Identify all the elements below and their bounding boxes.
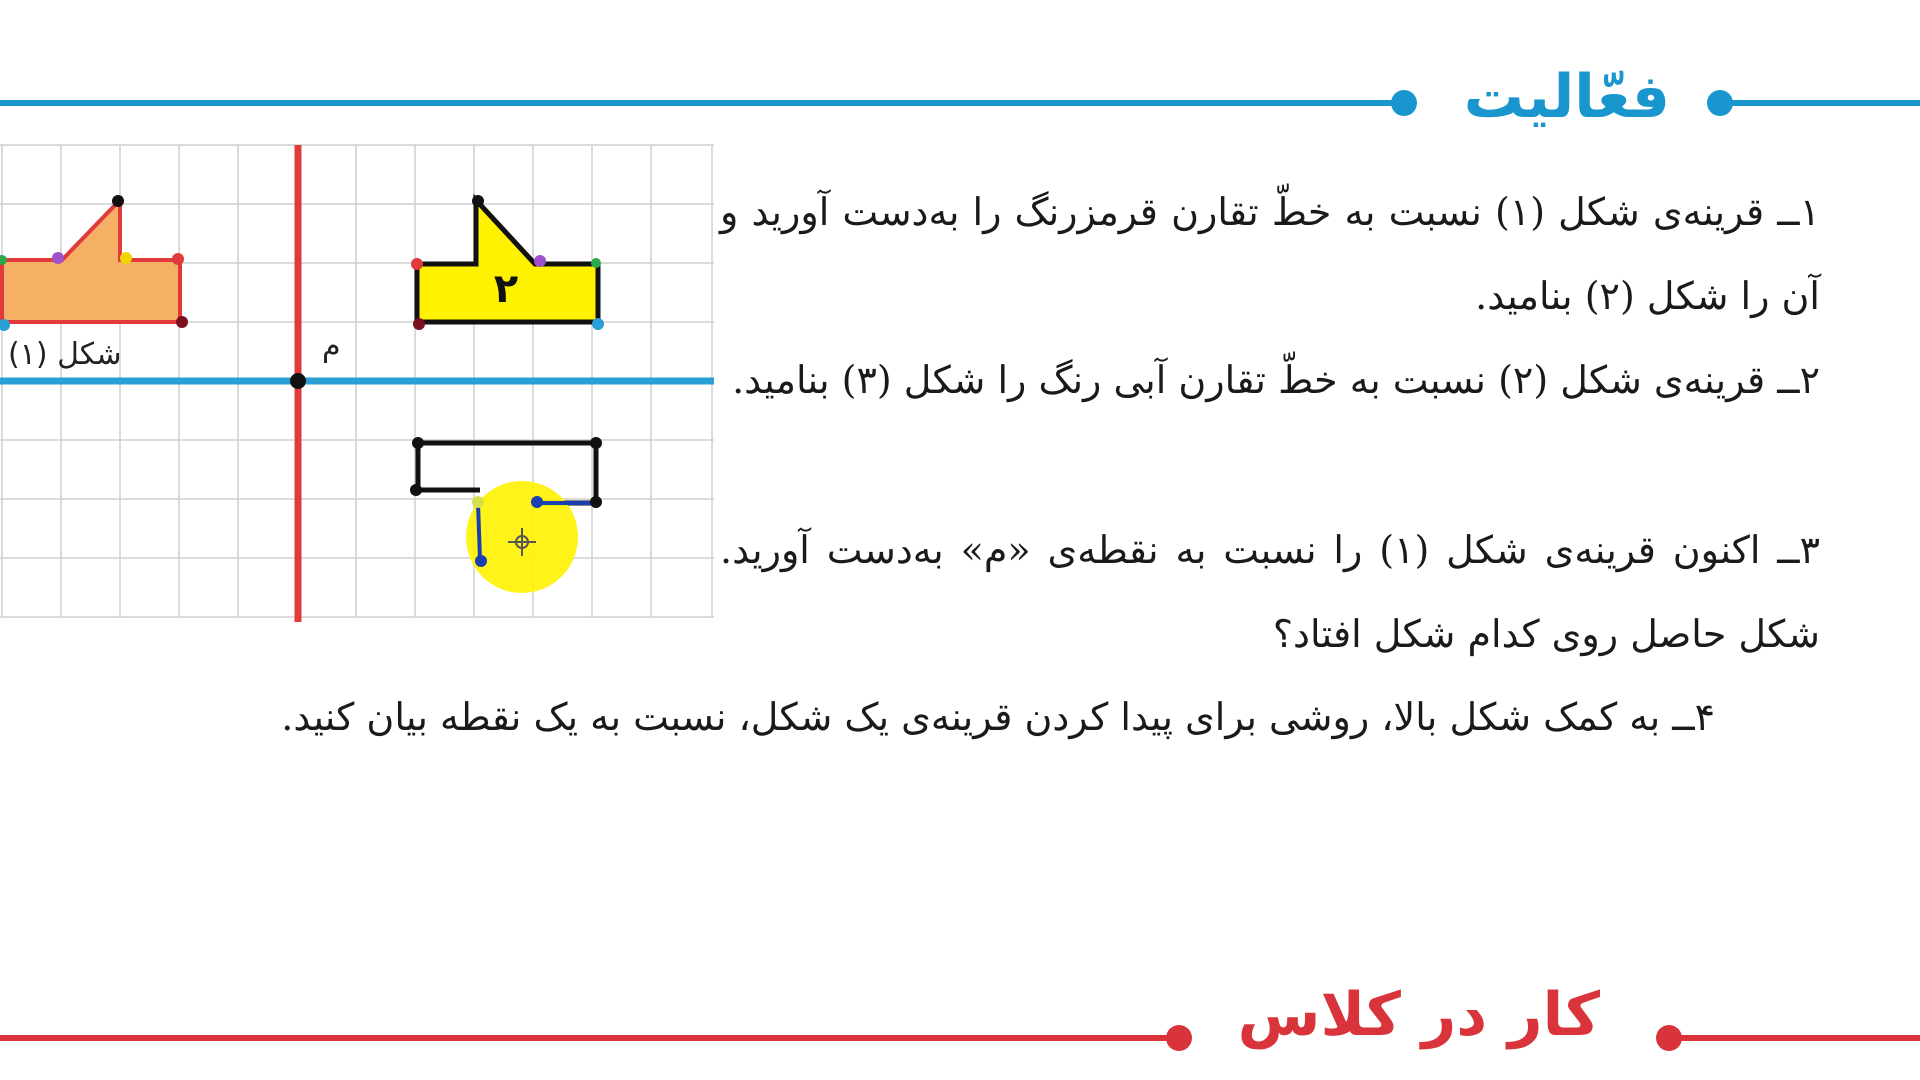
classwork-divider-dot-right: [1656, 1025, 1682, 1051]
drawing-segment: [478, 503, 480, 560]
classwork-title: کار در کلاس: [1237, 980, 1600, 1050]
shape-1-label: شکل (۱): [8, 337, 122, 372]
classwork-divider-dot-left: [1166, 1025, 1192, 1051]
activity-item-4: ۴ــ به کمک شکل بالا، روشی برای پیدا کردن قرینه‌ی یک شکل، نسبت به یک نقطه بیان کنید.: [281, 695, 1715, 739]
activity-divider-dot-left: [1391, 90, 1417, 116]
activity-divider-left: [0, 100, 1405, 106]
activity-item-2: ۲ــ قرینه‌ی شکل (۲) نسبت به خطّ تقارن آبی رنگ را شکل (۳) بنامید.: [732, 358, 1820, 402]
point-m-label: م: [322, 329, 341, 364]
activity-divider-right: [1718, 100, 1920, 106]
classwork-divider-right: [1668, 1035, 1920, 1041]
activity-item-3: ۳ــ اکنون قرینه‌ی شکل (۱) را نسبت به نقطه‌ی «م» به‌دست آورید. شکل حاصل روی کدام شکل افتاد؟: [720, 528, 1820, 656]
activity-divider-dot-right: [1707, 90, 1733, 116]
classwork-divider-left: [0, 1035, 1180, 1041]
activity-item-1: ۱ــ قرینه‌ی شکل (۱) نسبت به خطّ تقارن قرمزرنگ را به‌دست آورید و آن را شکل (۲) بنامید.: [720, 190, 1820, 318]
center-point-m: [290, 373, 306, 389]
symmetry-grid-figure: [0, 140, 720, 630]
shape-2-label: ۲: [493, 266, 519, 312]
shape-1: [2, 200, 180, 322]
activity-title: فعّالیت: [1463, 62, 1670, 132]
